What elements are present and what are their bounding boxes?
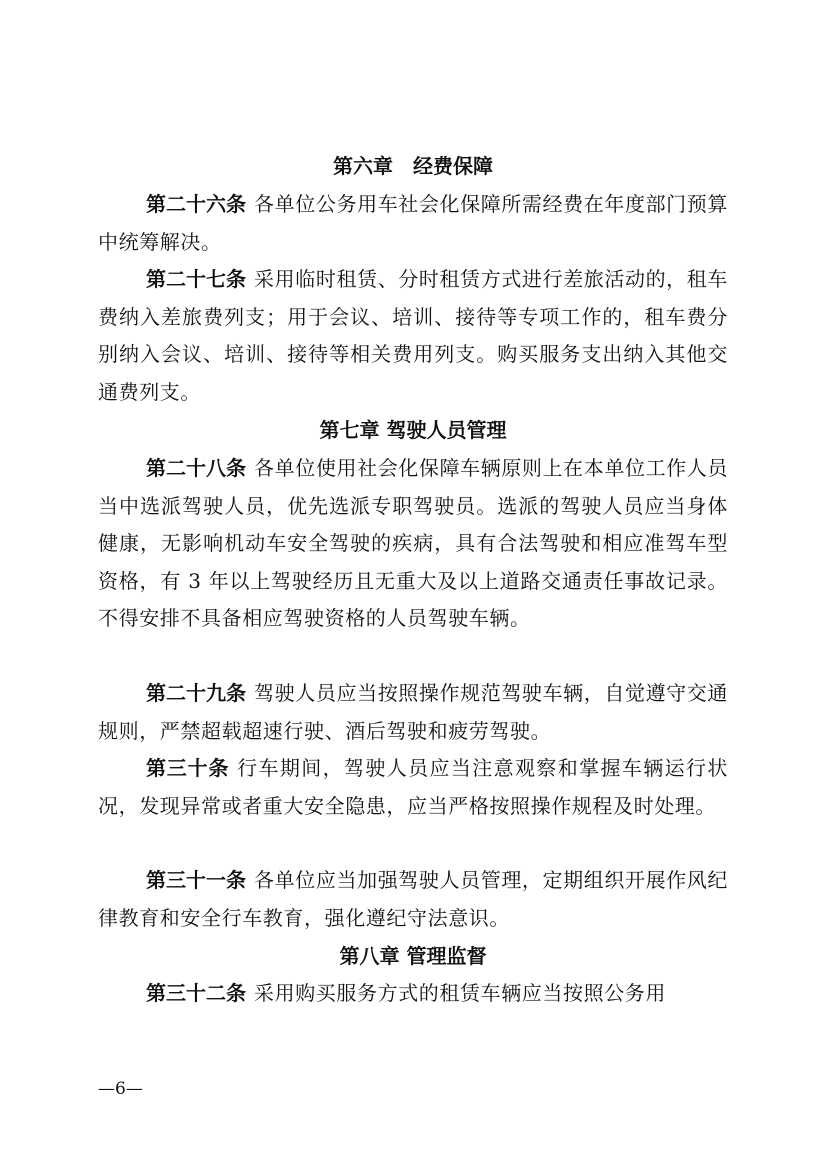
- article-32-label: 第三十二条: [146, 981, 246, 1005]
- article-31-text: 各单位应当加强驾驶人员管理，定期组织开展作风纪律教育和安全行车教育，强化遵纪守法意识。: [98, 868, 728, 930]
- chapter-8-heading: 第八章 管理监督: [339, 944, 487, 968]
- article-29-label: 第二十九条: [146, 681, 247, 705]
- article-32: [98, 975, 728, 1013]
- chapter-6-heading: 第六章 经费保障: [333, 154, 493, 178]
- article-31-label: 第三十一条: [146, 868, 247, 892]
- article-28-text: 各单位使用社会化保障车辆原则上在本单位工作人员当中选派驾驶人员，优先选派专职驾驶员。选派的驾驶人员应当身体健康，无影响机动车安全驾驶的疾病，具有合法驾驶和相应准驾车型资格，有 3 年以上驾驶经历且无重大及以上道路交通责任事故记录。不得安排不具备相应驾驶资格的人员驾驶车辆。: [98, 456, 728, 630]
- article-26-label: 第二十六条: [146, 192, 247, 216]
- page-number: —6—: [98, 1079, 143, 1099]
- article-26-text: 各单位公务用车社会化保障所需经费在年度部门预算中统筹解决。: [98, 192, 728, 254]
- article-27-label: 第二十七条: [146, 267, 247, 291]
- article-28: [98, 450, 728, 638]
- article-29: [98, 675, 728, 750]
- article-30-text: 行车期间，驾驶人员应当注意观察和掌握车辆运行状况，发现异常或者重大安全隐患，应当严格按照操作规程及时处理。: [98, 756, 728, 818]
- article-27-text: 采用临时租赁、分时租赁方式进行差旅活动的，租车费纳入差旅费列支；用于会议、培训、接待等专项工作的，租车费分别纳入会议、培训、接待等相关费用列支。购买服务支出纳入其他交通费列支。: [98, 267, 728, 404]
- article-31: [98, 862, 728, 937]
- article-26: [98, 186, 728, 261]
- article-32-text: 采用购买服务方式的租赁车辆应当按照公务用: [254, 981, 666, 1005]
- article-28-label: 第二十八条: [146, 456, 247, 480]
- chapter-7-heading: 第七章 驾驶人员管理: [319, 418, 507, 442]
- article-27: [98, 261, 728, 411]
- article-30: [98, 750, 728, 825]
- article-30-label: 第三十条: [146, 756, 230, 780]
- article-29-text: 驾驶人员应当按照操作规范驾驶车辆，自觉遵守交通规则，严禁超载超速行驶、酒后驾驶和疲劳驾驶。: [98, 681, 728, 743]
